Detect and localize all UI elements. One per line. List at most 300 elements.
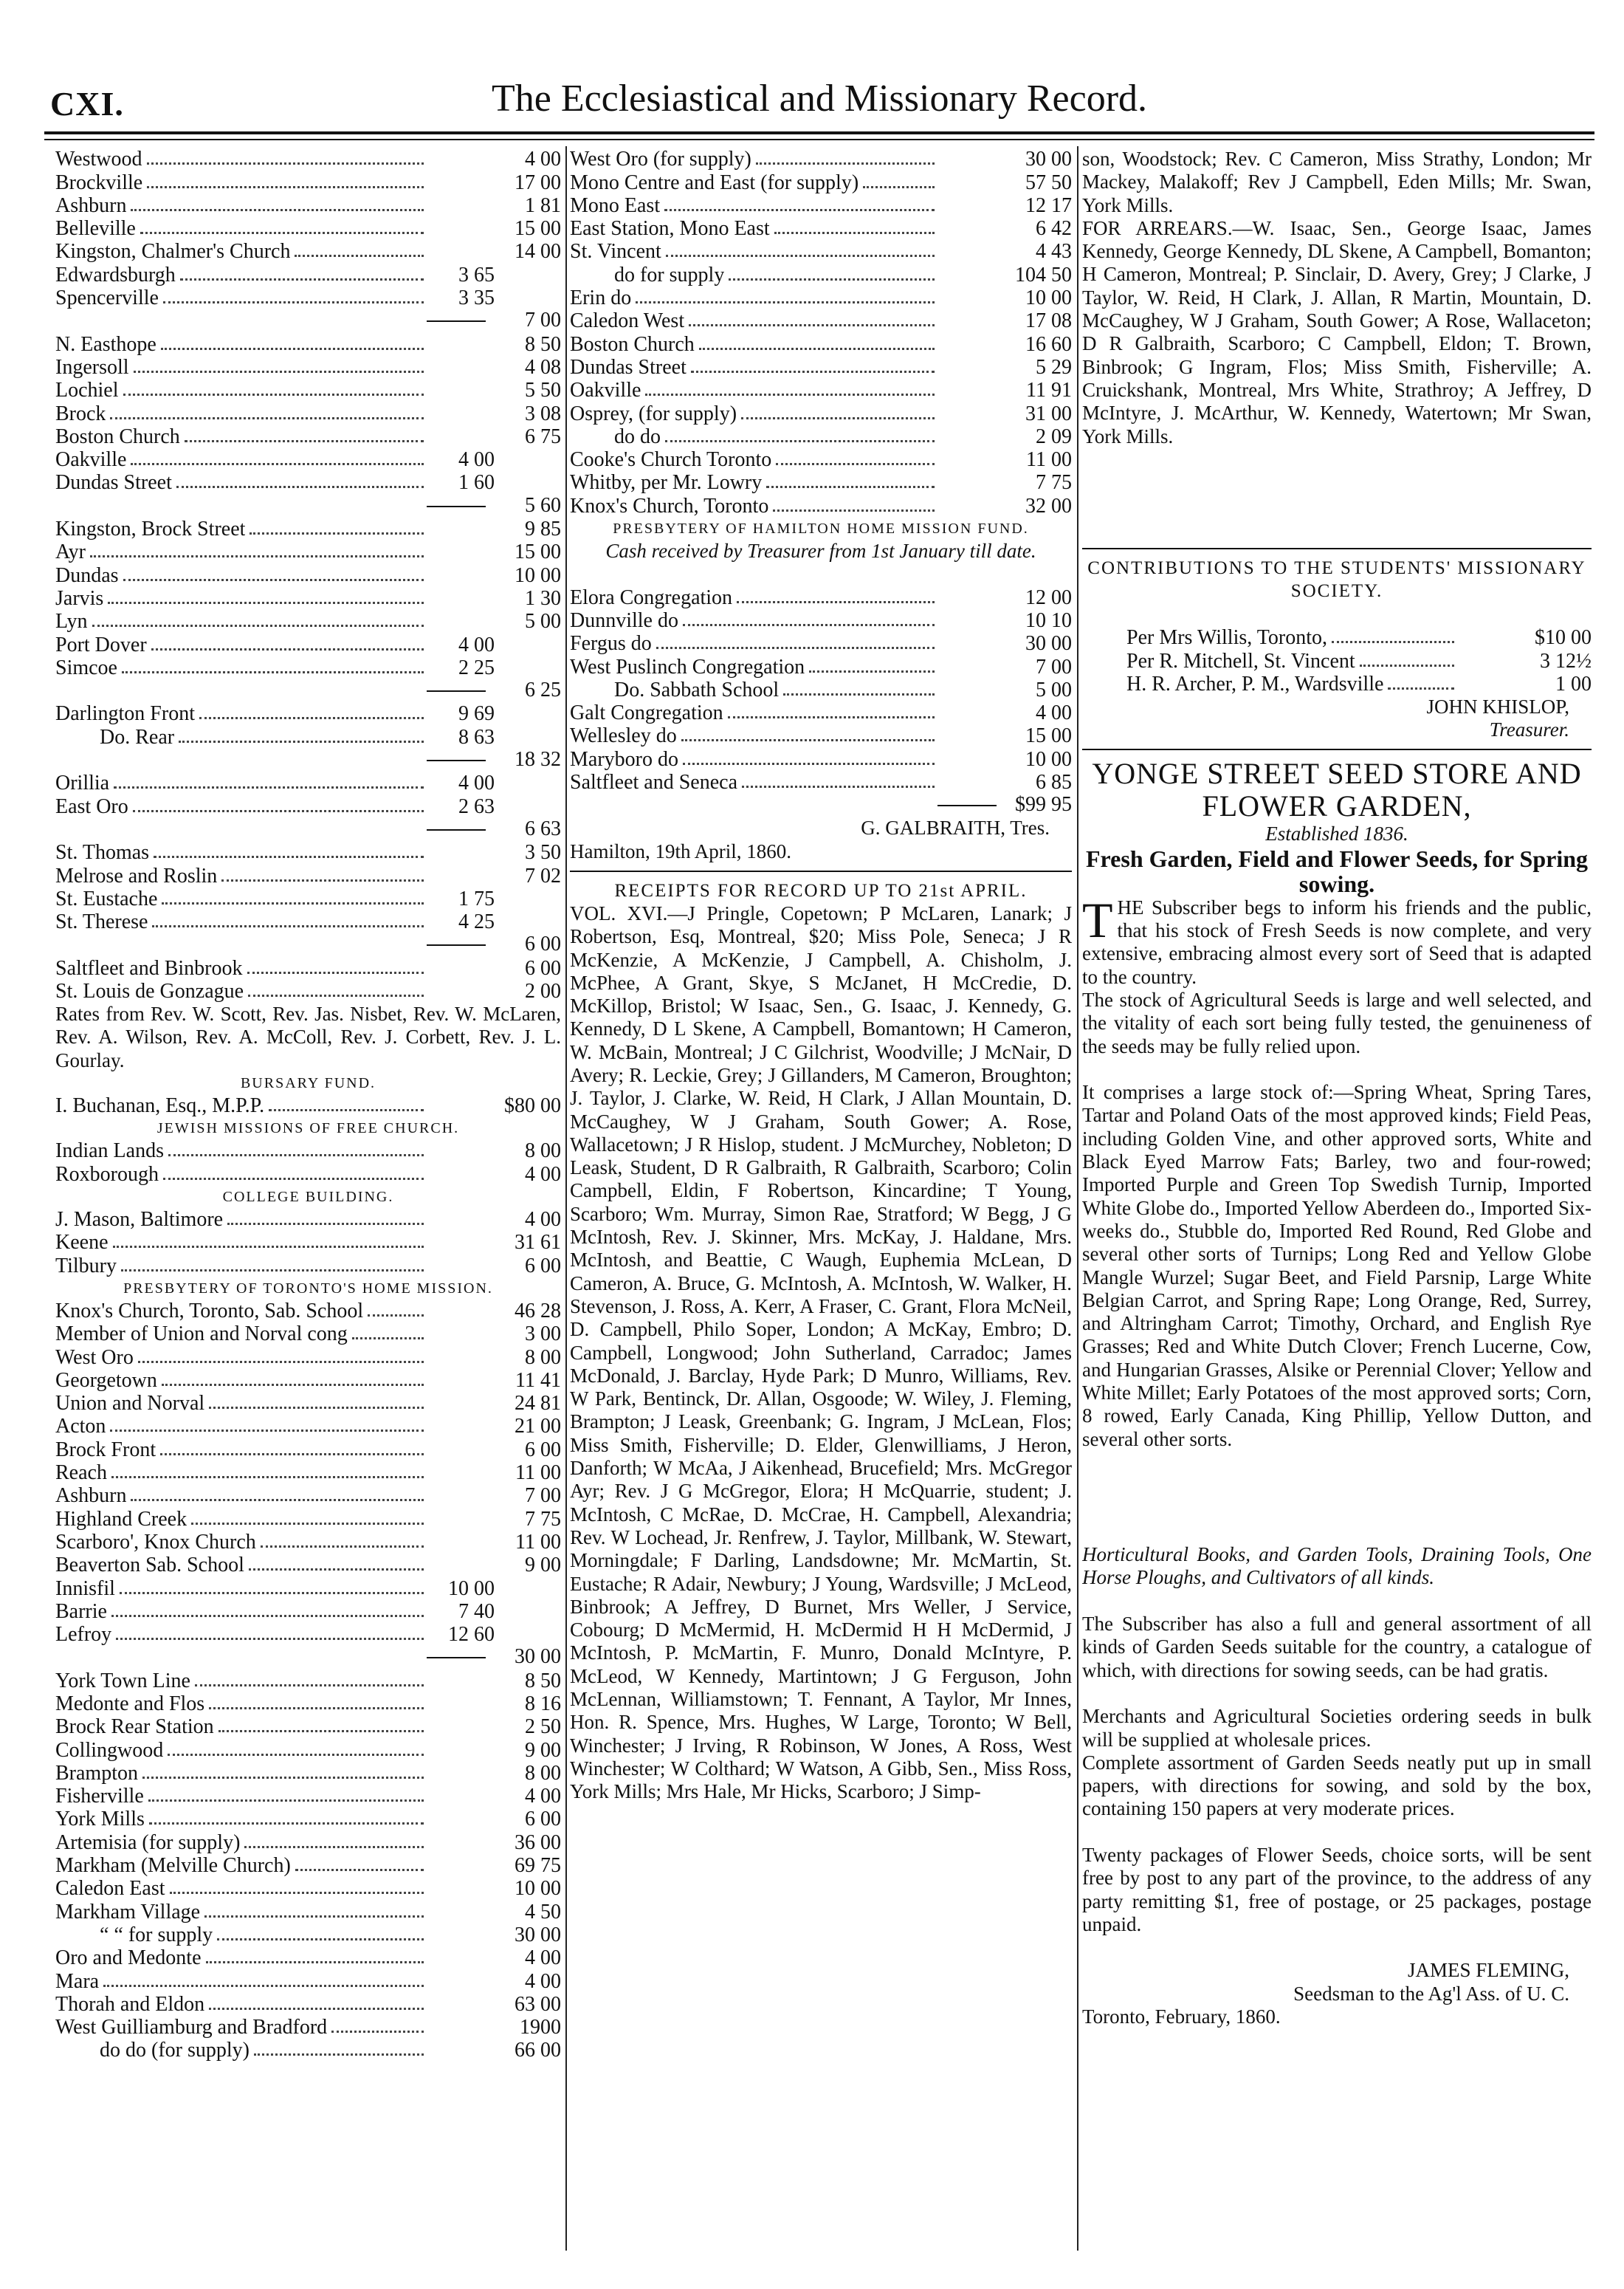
subtotal-amount: 10 00 bbox=[448, 1576, 495, 1600]
entry-label: Maryboro do bbox=[570, 747, 678, 771]
total-rule bbox=[427, 944, 486, 946]
dot-leader bbox=[191, 1523, 424, 1525]
entry-amount: 10 00 bbox=[515, 1877, 561, 1901]
dot-leader bbox=[863, 186, 935, 188]
ledger-row bbox=[570, 609, 1072, 632]
entry-label: East Oro bbox=[55, 795, 128, 818]
advert-subtitle: Fresh Garden, Field and Flower Seeds, for Spring sowing. bbox=[1085, 845, 1589, 897]
entry-label: Ashburn bbox=[55, 1484, 127, 1508]
ledger-row bbox=[55, 1507, 561, 1530]
entry-amount: 4 08 bbox=[525, 355, 561, 379]
dot-leader bbox=[168, 1754, 424, 1756]
total-amount: 6 00 bbox=[525, 933, 561, 956]
entry-amount: 10 00 bbox=[515, 563, 561, 587]
italic-note: Cash received by Treasurer from 1st January till date. bbox=[605, 539, 1036, 562]
entry-amount: 104 50 bbox=[1015, 263, 1072, 286]
entry-label: Simcoe bbox=[55, 656, 117, 679]
entry-label: Do. Rear bbox=[100, 725, 175, 749]
ledger-row bbox=[55, 795, 561, 817]
dot-leader bbox=[108, 602, 424, 604]
entry-label: Boston Church bbox=[570, 332, 695, 356]
ledger-row bbox=[55, 702, 561, 725]
entry-label: Boston Church bbox=[55, 425, 180, 448]
ledger-row bbox=[55, 1254, 561, 1277]
signature: G. GALBRAITH, Tres. bbox=[861, 817, 1050, 840]
dot-leader bbox=[742, 786, 935, 788]
entry-amount: 10 00 bbox=[1025, 747, 1072, 771]
ledger-row bbox=[570, 632, 1072, 655]
ledger-row bbox=[55, 1094, 561, 1117]
dot-leader bbox=[269, 1109, 424, 1111]
dot-leader bbox=[103, 1985, 424, 1987]
entry-label: Indian Lands bbox=[55, 1139, 164, 1163]
ledger-row bbox=[55, 2016, 561, 2039]
section-heading: CONTRIBUTIONS TO THE STUDENTS' MISSIONARY SOCIETY. bbox=[1087, 558, 1586, 602]
ledger-row bbox=[55, 1762, 561, 1785]
entry-label: Brock Rear Station bbox=[55, 1715, 214, 1739]
entry-label: Tilbury bbox=[55, 1254, 117, 1277]
ledger-row bbox=[55, 518, 561, 540]
entry-amount: 7 02 bbox=[525, 864, 561, 888]
dot-leader bbox=[254, 2053, 424, 2056]
ledger-row bbox=[55, 587, 561, 610]
entry-label: Per R. Mitchell, St. Vincent bbox=[1126, 649, 1355, 673]
italic-paragraph: Horticultural Books, and Garden Tools, Draining Tools, One Horse Ploughs, and Cultivators of all kinds. bbox=[1082, 1543, 1592, 1589]
dot-leader bbox=[92, 625, 424, 627]
ledger-row bbox=[55, 1669, 561, 1692]
entry-label: Georgetown bbox=[55, 1368, 157, 1392]
header-rule bbox=[44, 139, 1594, 140]
subtotal-amount: 4 00 bbox=[458, 772, 495, 795]
ledger-row bbox=[55, 171, 561, 193]
dot-leader bbox=[180, 278, 424, 281]
entry-amount: 3 50 bbox=[525, 841, 561, 865]
entry-label: Member of Union and Norval cong bbox=[55, 1322, 348, 1346]
dot-leader bbox=[131, 1499, 424, 1501]
section-heading: RECEIPTS FOR RECORD UP TO 21st APRIL. bbox=[614, 880, 1028, 901]
entry-label: do do bbox=[614, 425, 661, 448]
entry-amount: 8 50 bbox=[525, 1669, 561, 1692]
entry-label: Elora Congregation bbox=[570, 586, 733, 609]
entry-amount: 12 00 bbox=[1025, 586, 1072, 609]
ledger-row bbox=[55, 402, 561, 425]
entry-amount: 4 00 bbox=[525, 1969, 561, 1993]
entry-label: Spencerville bbox=[55, 286, 159, 310]
entry-amount: 1 81 bbox=[525, 193, 561, 217]
advert-established: Established 1836. bbox=[1265, 823, 1408, 845]
entry-label: Saltfleet and Binbrook bbox=[55, 956, 243, 980]
ledger-row bbox=[570, 425, 1072, 448]
ledger-row bbox=[55, 980, 561, 1003]
entry-label: Brock bbox=[55, 402, 106, 425]
entry-amount: 17 00 bbox=[515, 171, 561, 194]
total-rule bbox=[427, 829, 486, 831]
ledger-row bbox=[570, 771, 1072, 794]
entry-label: Kingston, Chalmer's Church bbox=[55, 240, 291, 264]
dot-leader bbox=[163, 1178, 424, 1180]
section-heading: BURSARY FUND. bbox=[240, 1074, 376, 1091]
entry-label: Orillia bbox=[55, 772, 110, 795]
ledger-row bbox=[570, 679, 1072, 701]
text-paragraph: Twenty packages of Flower Seeds, choice sorts, will be sent free by post to any part of the province, to the address of any party remitting $1, free of postage, or 25 packages, postage unpaid. bbox=[1082, 1843, 1592, 1935]
entry-label: Do. Sabbath School bbox=[614, 678, 780, 701]
entry-label: Per Mrs Willis, Toronto, bbox=[1126, 626, 1328, 650]
dot-leader bbox=[123, 579, 424, 581]
ledger-row bbox=[55, 1461, 561, 1484]
column-middle bbox=[570, 148, 1072, 2252]
dot-leader bbox=[681, 739, 935, 741]
entry-label: Knox's Church, Toronto, Sab. School bbox=[55, 1299, 364, 1322]
entry-amount: 30 00 bbox=[1025, 148, 1072, 171]
ledger-row bbox=[55, 1345, 561, 1368]
ledger-row bbox=[55, 1300, 561, 1322]
dot-leader bbox=[247, 972, 424, 974]
dot-leader bbox=[123, 394, 424, 396]
dot-leader bbox=[331, 2031, 424, 2033]
dot-leader bbox=[249, 1568, 424, 1571]
ledger-row bbox=[570, 286, 1072, 309]
ledger-row bbox=[570, 471, 1072, 494]
entry-amount: 4 00 bbox=[525, 1946, 561, 1970]
dot-leader bbox=[120, 1592, 424, 1594]
ledger-row bbox=[55, 1969, 561, 1992]
entry-label: West Oro (for supply) bbox=[570, 148, 751, 171]
entry-label: do do (for supply) bbox=[100, 2039, 250, 2062]
dot-leader bbox=[1332, 641, 1454, 643]
signature: Seedsman to the Ag'l Ass. of U. C. bbox=[1293, 1982, 1569, 2005]
entry-label: Osprey, (for supply) bbox=[570, 402, 737, 425]
dot-leader bbox=[664, 209, 935, 211]
header-rule bbox=[44, 131, 1594, 134]
dot-leader bbox=[227, 1223, 424, 1225]
text-paragraph bbox=[1082, 896, 1592, 989]
total-row bbox=[55, 1646, 561, 1669]
entry-amount: 5 00 bbox=[525, 610, 561, 634]
total-amount: 7 00 bbox=[525, 309, 561, 332]
entry-label: Lyn bbox=[55, 610, 88, 634]
entry-label: N. Easthope bbox=[55, 332, 156, 356]
entry-label: West Guilliamburg and Bradford bbox=[55, 2016, 328, 2039]
dot-leader bbox=[1388, 687, 1454, 690]
entry-label: West Oro bbox=[55, 1345, 134, 1369]
dot-leader bbox=[116, 1638, 424, 1640]
subtotal-amount: 2 25 bbox=[458, 656, 495, 679]
text-paragraph: Rates from Rev. W. Scott, Rev. Jas. Nisbet, Rev. W. McLaren, Rev. A. Wilson, Rev. A. McColl, Rev. J. Corbett, Rev. J. L. Gourlay. bbox=[55, 1002, 561, 1071]
ledger-row bbox=[55, 1854, 561, 1877]
ledger-row bbox=[55, 1322, 561, 1345]
entry-label: Belleville bbox=[55, 217, 136, 241]
ledger-row bbox=[55, 1531, 561, 1554]
total-row bbox=[55, 933, 561, 956]
entry-label: Collingwood bbox=[55, 1738, 164, 1762]
text-paragraph: The stock of Agricultural Seeds is large and well selected, and the vitality of each sort being fully tested, the genuineness of the seeds may be fully relied upon. bbox=[1082, 988, 1592, 1057]
entry-label: Artemisia (for supply) bbox=[55, 1830, 241, 1854]
column-left bbox=[55, 148, 561, 2252]
entry-amount: 30 00 bbox=[1025, 632, 1072, 656]
entry-amount: 15 00 bbox=[515, 217, 561, 241]
text-paragraph: VOL. XVI.—J Pringle, Copetown; P McLaren, Lanark; J Robertson, Esq, Montreal, $20; Miss Pole, Seneca; J R McKenzie, A McKenzie, J Campbell, A. Chisholm, J. McPhee, A Grant, Skye, S McJanet, H McCredie, D. McKillop, Bristol; W Isaac, Sen., G. Isaac, J. Kennedy, G. Kennedy, D L Skene, A Campbell, Bomantown; H Cameron, W. McBain, Montreal; J C Gilchrist, Woodville; J McNair, D Avery; R. Leckie, Grey; J Gillanders, M Cameron, Broughton; J. Taylor, J. Clarke, W. Reid, H Clark, J Allan Mountain, D. McCaughey, W J Graham, South Gower; A. Rose, Wallacetown; J R Hislop, student. J McMurchey, Nobleton; D Leask, Student, D R Galbraith, R Galbraith, Scarboro; Colin Campbell, Eldin, F Robertson, Kincardine; T Young, Scarboro; Wm. Murray, Simon Rae, Stratford; W Begg, J G McIntosh, Rev. J. Skinner, Mrs. McKay, J. Haldane, Mrs. McIntosh, and Beattie, C Waugh, Euphemia McLean, D Cameron, A. Bruce, G. McIntosh, A. McIntosh, W. Walker, H. Stevenson, J. Ross, A. Kerr, A Fraser, C. Grant, Flora McNeil, D. Campbell, Philo Soper, London; A McKay, Embro; D. Campbell, Longwood; John Sutherland, Carradoc; James McDonald, J. Barclay, Hyde Park; D Munro, Williams, Rev. W Park, Bentinck, Dr. Allan, Osgoode; W. Wiley, J. Fleming, Brampton; J Leask, Greenbank; G. Ingram, J McLean, Flos; Miss Smith, Fisherville; D. Elder, Glenwilliams, J Heron, Danforth; W McAa, J Aikenhead, Brucefield; Mrs. McGregor Ayr; Rev. J G McGregor, Elora; H McQuarrie, student; J. McIntosh, C McRae, D. McCrae, H. Campbell, Alexandria; Rev. W Lochead, Jr. Renfrew, J. Taylor, Millbank, W. Stewart, Morningdale; F Darling, Landsdowne; Mr. McMartin, St. Eustache; R Adair, Newbury; J Young, Wardsville; J McLeod, Binbrook; A Jeffrey, D Burnet, Mrs Weller, J Service, Cobourg; D McMermid, H. McDermid H H McDermid, J McIntosh, P. McMartin, F. Munro, Donald McIntyre, P. McLeod, W Kennedy, Martintown; J G Ferguson, John McLennan, Williamstown; T. Fennant, A Taylor, Mr Innes, Hon. R. Spence, Mrs. Hughes, W Large, Toronto; W Bell, Winchester; J Irving, R Robinson, W Jones, A Ross, West Winchester; W Colthard; W Watson, A Gibb, Sen., Miss Ross, York Mills; Mrs Hale, Mr Hicks, Scarboro; J Simp- bbox=[570, 902, 1072, 1803]
entry-amount: 8 16 bbox=[525, 1692, 561, 1715]
ledger-row bbox=[55, 263, 561, 286]
ledger-row bbox=[55, 356, 561, 379]
entry-amount: 11 91 bbox=[1026, 379, 1072, 402]
dot-leader bbox=[1360, 665, 1454, 667]
entry-label: Oakville bbox=[55, 448, 127, 472]
text-paragraph: It comprises a large stock of:—Spring Wheat, Spring Tares, Tartar and Poland Oats of the most approved kinds; Field Peas, including Golden Vine, and other approved sorts, White and Black Eyed Marrow Fats; Barley, two and four-rowed; Imported Purple and Green Top Swedish Turnip, Imported White Globe do., Imported Yellow Aberdeen do., Imported Six-weeks do., Stubble do, Imported Red Round, Red Globe and several other sorts of Turnips; Long Red and Yellow Globe Mangle Wurzel; Sugar Beet, and Field Parsnip, Large White Belgian Carrot, and Spring Rape; Long Orange, Red, Surrey, and Altringham Carrot; Timothy, Orchard, and English Rye Grasses; Red and White Dutch Clover; French Lucerne, Cow, and Hungarian Grasses, Alsike or Perennial Clover; Yellow and White Millet; Early Potatoes of the most approved sorts; Corn, 8 rowed, Early Canada, King Phillip, Yellow Dutton, and several other sorts. bbox=[1082, 1081, 1592, 1450]
dot-leader bbox=[741, 417, 935, 419]
dot-leader bbox=[217, 1938, 424, 1940]
entry-label: St. Louis de Gonzague bbox=[55, 979, 244, 1003]
entry-label: Erin do bbox=[570, 286, 632, 310]
text-paragraph: FOR ARREARS.—W. Isaac, Sen., George Isaac, James Kennedy, George Kennedy, DL Skene, A Campbell, Bomanton; H Cameron, Montreal; P. Sinclair, D. Avery, Grey; J Clarke, J Taylor, W. Reid, H Clark, J. Allan, R Martin, Mountain, D. McCaughey, W J Graham, South Gower; A Rose, Wallaceton; D R Galbraith, Scarboro; C Campbell, Eldon; T. Brown, Binbrook; G Ingram, Flos; Miss Smith, Fisherville; A. Cruickshank, Montreal, Mrs White, Strathroy; A Jeffrey, D McIntyre, J. McArthur, W. Kennedy, Watertown; Mr Swan, York Mills. bbox=[1082, 216, 1592, 447]
page-number: CXI. bbox=[50, 85, 124, 123]
dot-leader bbox=[209, 1707, 424, 1709]
ledger-row bbox=[570, 194, 1072, 217]
entry-amount: 5 00 bbox=[1036, 678, 1072, 701]
dot-leader bbox=[163, 301, 424, 303]
entry-amount: 3 12½ bbox=[1540, 649, 1592, 673]
page-header bbox=[44, 66, 1594, 133]
subtotal-amount: 4 00 bbox=[458, 448, 495, 472]
entry-amount: 9 00 bbox=[525, 1554, 561, 1577]
entry-label: York Mills bbox=[55, 1808, 145, 1831]
ledger-row bbox=[55, 1923, 561, 1946]
dot-leader bbox=[766, 486, 935, 488]
ledger-row bbox=[1082, 673, 1592, 696]
ledger-row bbox=[570, 494, 1072, 517]
signature-title: Treasurer. bbox=[1489, 718, 1569, 741]
entry-amount: 63 00 bbox=[515, 1992, 561, 2016]
ledger-row bbox=[570, 448, 1072, 471]
ledger-row bbox=[55, 1231, 561, 1254]
dot-leader bbox=[176, 486, 424, 488]
entry-label: Ayr bbox=[55, 540, 86, 564]
entry-label: Innisfil bbox=[55, 1576, 115, 1600]
ledger-row bbox=[570, 655, 1072, 678]
entry-amount: 4 43 bbox=[1036, 240, 1072, 264]
entry-amount: 8 00 bbox=[525, 1139, 561, 1163]
dot-leader bbox=[195, 1684, 424, 1686]
total-amount: 6 25 bbox=[525, 679, 561, 702]
ledger-row bbox=[55, 1162, 561, 1185]
entry-amount: 6 00 bbox=[525, 1808, 561, 1831]
total-amount: 5 60 bbox=[525, 493, 561, 517]
entry-label: Ashburn bbox=[55, 193, 127, 217]
entry-label: Medonte and Flos bbox=[55, 1692, 205, 1715]
entry-amount: 6 00 bbox=[525, 956, 561, 980]
ledger-row bbox=[55, 1993, 561, 2016]
entry-label: Union and Norval bbox=[55, 1392, 205, 1415]
entry-amount: 2 09 bbox=[1036, 425, 1072, 448]
entry-label: Markham (Melville Church) bbox=[55, 1854, 291, 1878]
dot-leader bbox=[170, 1892, 424, 1894]
ledger-row bbox=[570, 586, 1072, 608]
ledger-row bbox=[570, 263, 1072, 286]
dot-leader bbox=[148, 1799, 424, 1802]
dot-leader bbox=[90, 555, 424, 557]
ledger-row bbox=[55, 841, 561, 864]
dot-leader bbox=[160, 1453, 424, 1455]
entry-amount: 1900 bbox=[520, 2016, 561, 2039]
entry-amount: 11 00 bbox=[515, 1530, 561, 1554]
entry-label: Mono East bbox=[570, 193, 661, 217]
entry-amount: 1 00 bbox=[1555, 672, 1592, 696]
total-amount: $99 95 bbox=[1015, 793, 1072, 817]
entry-label: Highland Creek bbox=[55, 1507, 187, 1531]
dot-leader bbox=[773, 509, 935, 512]
entry-amount: 66 00 bbox=[515, 2039, 561, 2062]
ledger-row bbox=[55, 379, 561, 402]
entry-label: Dunnville do bbox=[570, 608, 678, 632]
ledger-row bbox=[55, 1830, 561, 1853]
dot-leader bbox=[756, 162, 935, 165]
entry-amount: 11 00 bbox=[515, 1461, 561, 1485]
entry-amount: 30 00 bbox=[515, 1923, 561, 1946]
total-amount: 6 63 bbox=[525, 817, 561, 840]
entry-label: Whitby, per Mr. Lowry bbox=[570, 471, 763, 495]
signature: JAMES FLEMING, bbox=[1407, 1959, 1569, 1982]
ledger-row bbox=[55, 888, 561, 910]
entry-label: York Town Line bbox=[55, 1669, 190, 1692]
entry-label: J. Mason, Baltimore bbox=[55, 1208, 224, 1232]
total-rule bbox=[427, 506, 486, 507]
entry-label: Brockville bbox=[55, 171, 143, 194]
entry-label: Westwood bbox=[55, 148, 142, 171]
ledger-row bbox=[570, 148, 1072, 171]
entry-label: St. Thomas bbox=[55, 841, 150, 865]
entry-amount: 8 00 bbox=[525, 1345, 561, 1369]
entry-amount: 5 50 bbox=[525, 379, 561, 402]
ledger-row bbox=[55, 286, 561, 309]
ledger-row bbox=[1082, 626, 1592, 649]
entry-label: Reach bbox=[55, 1461, 107, 1485]
entry-amount: 15 00 bbox=[515, 540, 561, 564]
entry-label: Melrose and Roslin bbox=[55, 864, 218, 888]
entry-label: Acton bbox=[55, 1415, 106, 1438]
ledger-row bbox=[55, 563, 561, 586]
entry-amount: 6 42 bbox=[1036, 217, 1072, 241]
entry-label: Kingston, Brock Street bbox=[55, 518, 246, 541]
dot-leader bbox=[134, 371, 424, 373]
dot-leader bbox=[666, 255, 935, 257]
ledger-row bbox=[55, 1484, 561, 1507]
dot-leader bbox=[209, 2008, 424, 2010]
entry-amount: 7 00 bbox=[1036, 655, 1072, 679]
entry-label: Keene bbox=[55, 1231, 109, 1255]
dot-leader bbox=[699, 348, 935, 350]
subtotal-amount: 9 69 bbox=[458, 702, 495, 726]
entry-label: St. Eustache bbox=[55, 887, 158, 910]
section-heading: PRESBYTERY OF HAMILTON HOME MISSION FUND. bbox=[613, 520, 1029, 537]
entry-amount: 11 41 bbox=[515, 1368, 561, 1392]
entry-amount: 46 28 bbox=[515, 1299, 561, 1322]
ledger-row bbox=[55, 910, 561, 933]
entry-label: Wellesley do bbox=[570, 724, 677, 748]
dot-leader bbox=[737, 601, 935, 603]
dot-leader bbox=[199, 717, 424, 719]
entry-amount: 10 10 bbox=[1025, 608, 1072, 632]
subtotal-amount: 8 63 bbox=[458, 725, 495, 749]
ledger-row bbox=[55, 240, 561, 263]
entry-label: Darlington Front bbox=[55, 702, 195, 726]
ledger-row bbox=[570, 356, 1072, 379]
dot-leader bbox=[142, 1777, 424, 1779]
entry-label: Fergus do bbox=[570, 632, 652, 656]
entry-label: Port Dover bbox=[55, 633, 147, 656]
dot-leader bbox=[131, 209, 424, 211]
section-rule bbox=[1082, 749, 1592, 750]
entry-label: Edwardsburgh bbox=[55, 263, 176, 286]
entry-label: Barrie bbox=[55, 1599, 107, 1623]
dot-leader bbox=[636, 301, 935, 303]
entry-amount: 5 29 bbox=[1036, 355, 1072, 379]
dot-leader bbox=[111, 1476, 424, 1478]
ledger-row bbox=[55, 1369, 561, 1392]
ledger-row bbox=[55, 956, 561, 979]
entry-amount: 14 00 bbox=[515, 240, 561, 264]
dot-leader bbox=[204, 1915, 424, 1918]
subtotal-amount: 1 75 bbox=[458, 887, 495, 910]
subtotal-amount: 3 35 bbox=[458, 286, 495, 310]
ledger-row bbox=[55, 448, 561, 471]
entry-amount: 8 50 bbox=[525, 332, 561, 356]
ledger-row bbox=[55, 725, 561, 748]
entry-label: Brampton bbox=[55, 1761, 138, 1785]
section-heading: PRESBYTERY OF TORONTO'S HOME MISSION. bbox=[123, 1280, 493, 1297]
entry-amount: 4 00 bbox=[525, 148, 561, 171]
entry-label: Roxborough bbox=[55, 1162, 159, 1186]
dot-leader bbox=[162, 1384, 424, 1386]
dot-leader bbox=[162, 902, 424, 905]
text-paragraph: Toronto, February, 1860. bbox=[1082, 2005, 1281, 2028]
entry-amount: 2 50 bbox=[525, 1715, 561, 1739]
dot-leader bbox=[774, 232, 935, 234]
dot-leader bbox=[121, 1269, 424, 1272]
entry-label: Lefroy bbox=[55, 1623, 112, 1647]
ledger-row bbox=[570, 171, 1072, 193]
paragraph-text: HE Subscriber begs to inform his friends and the public, that his stock of Fresh Seeds is now complete, and very extensive, embracing almost every sort of Seed that is adapted to the country. bbox=[1082, 896, 1592, 988]
total-rule bbox=[937, 805, 997, 806]
entry-amount: 7 75 bbox=[1036, 471, 1072, 495]
drop-cap: T bbox=[1082, 896, 1113, 948]
entry-amount: 9 85 bbox=[525, 518, 561, 541]
entry-amount: 4 00 bbox=[525, 1785, 561, 1808]
dot-leader bbox=[352, 1337, 424, 1339]
entry-label: Dundas Street bbox=[570, 355, 687, 379]
entry-amount: 4 00 bbox=[1036, 701, 1072, 725]
total-row bbox=[55, 818, 561, 841]
page-title: The Ecclesiastical and Missionary Record. bbox=[491, 78, 1148, 120]
ledger-row bbox=[55, 1600, 561, 1623]
ledger-row bbox=[1082, 649, 1592, 672]
text-paragraph: Hamilton, 19th April, 1860. bbox=[570, 840, 791, 862]
dot-leader bbox=[110, 417, 424, 419]
dot-leader bbox=[152, 925, 424, 927]
dot-leader bbox=[122, 671, 424, 673]
dot-leader bbox=[131, 463, 424, 465]
entry-amount: 7 75 bbox=[525, 1507, 561, 1531]
dot-leader bbox=[645, 394, 935, 396]
dot-leader bbox=[729, 278, 935, 281]
entry-amount: 32 00 bbox=[1025, 494, 1072, 518]
subtotal-amount: 7 40 bbox=[458, 1599, 495, 1623]
entry-amount: 4 00 bbox=[525, 1162, 561, 1186]
entry-amount: 3 00 bbox=[525, 1322, 561, 1346]
entry-label: Cooke's Church Toronto bbox=[570, 448, 772, 472]
text-paragraph: Merchants and Agricultural Societies ordering seeds in bulk will be supplied at wholesale prices. bbox=[1082, 1705, 1592, 1751]
dot-leader bbox=[295, 1869, 424, 1871]
ledger-row bbox=[55, 1208, 561, 1231]
